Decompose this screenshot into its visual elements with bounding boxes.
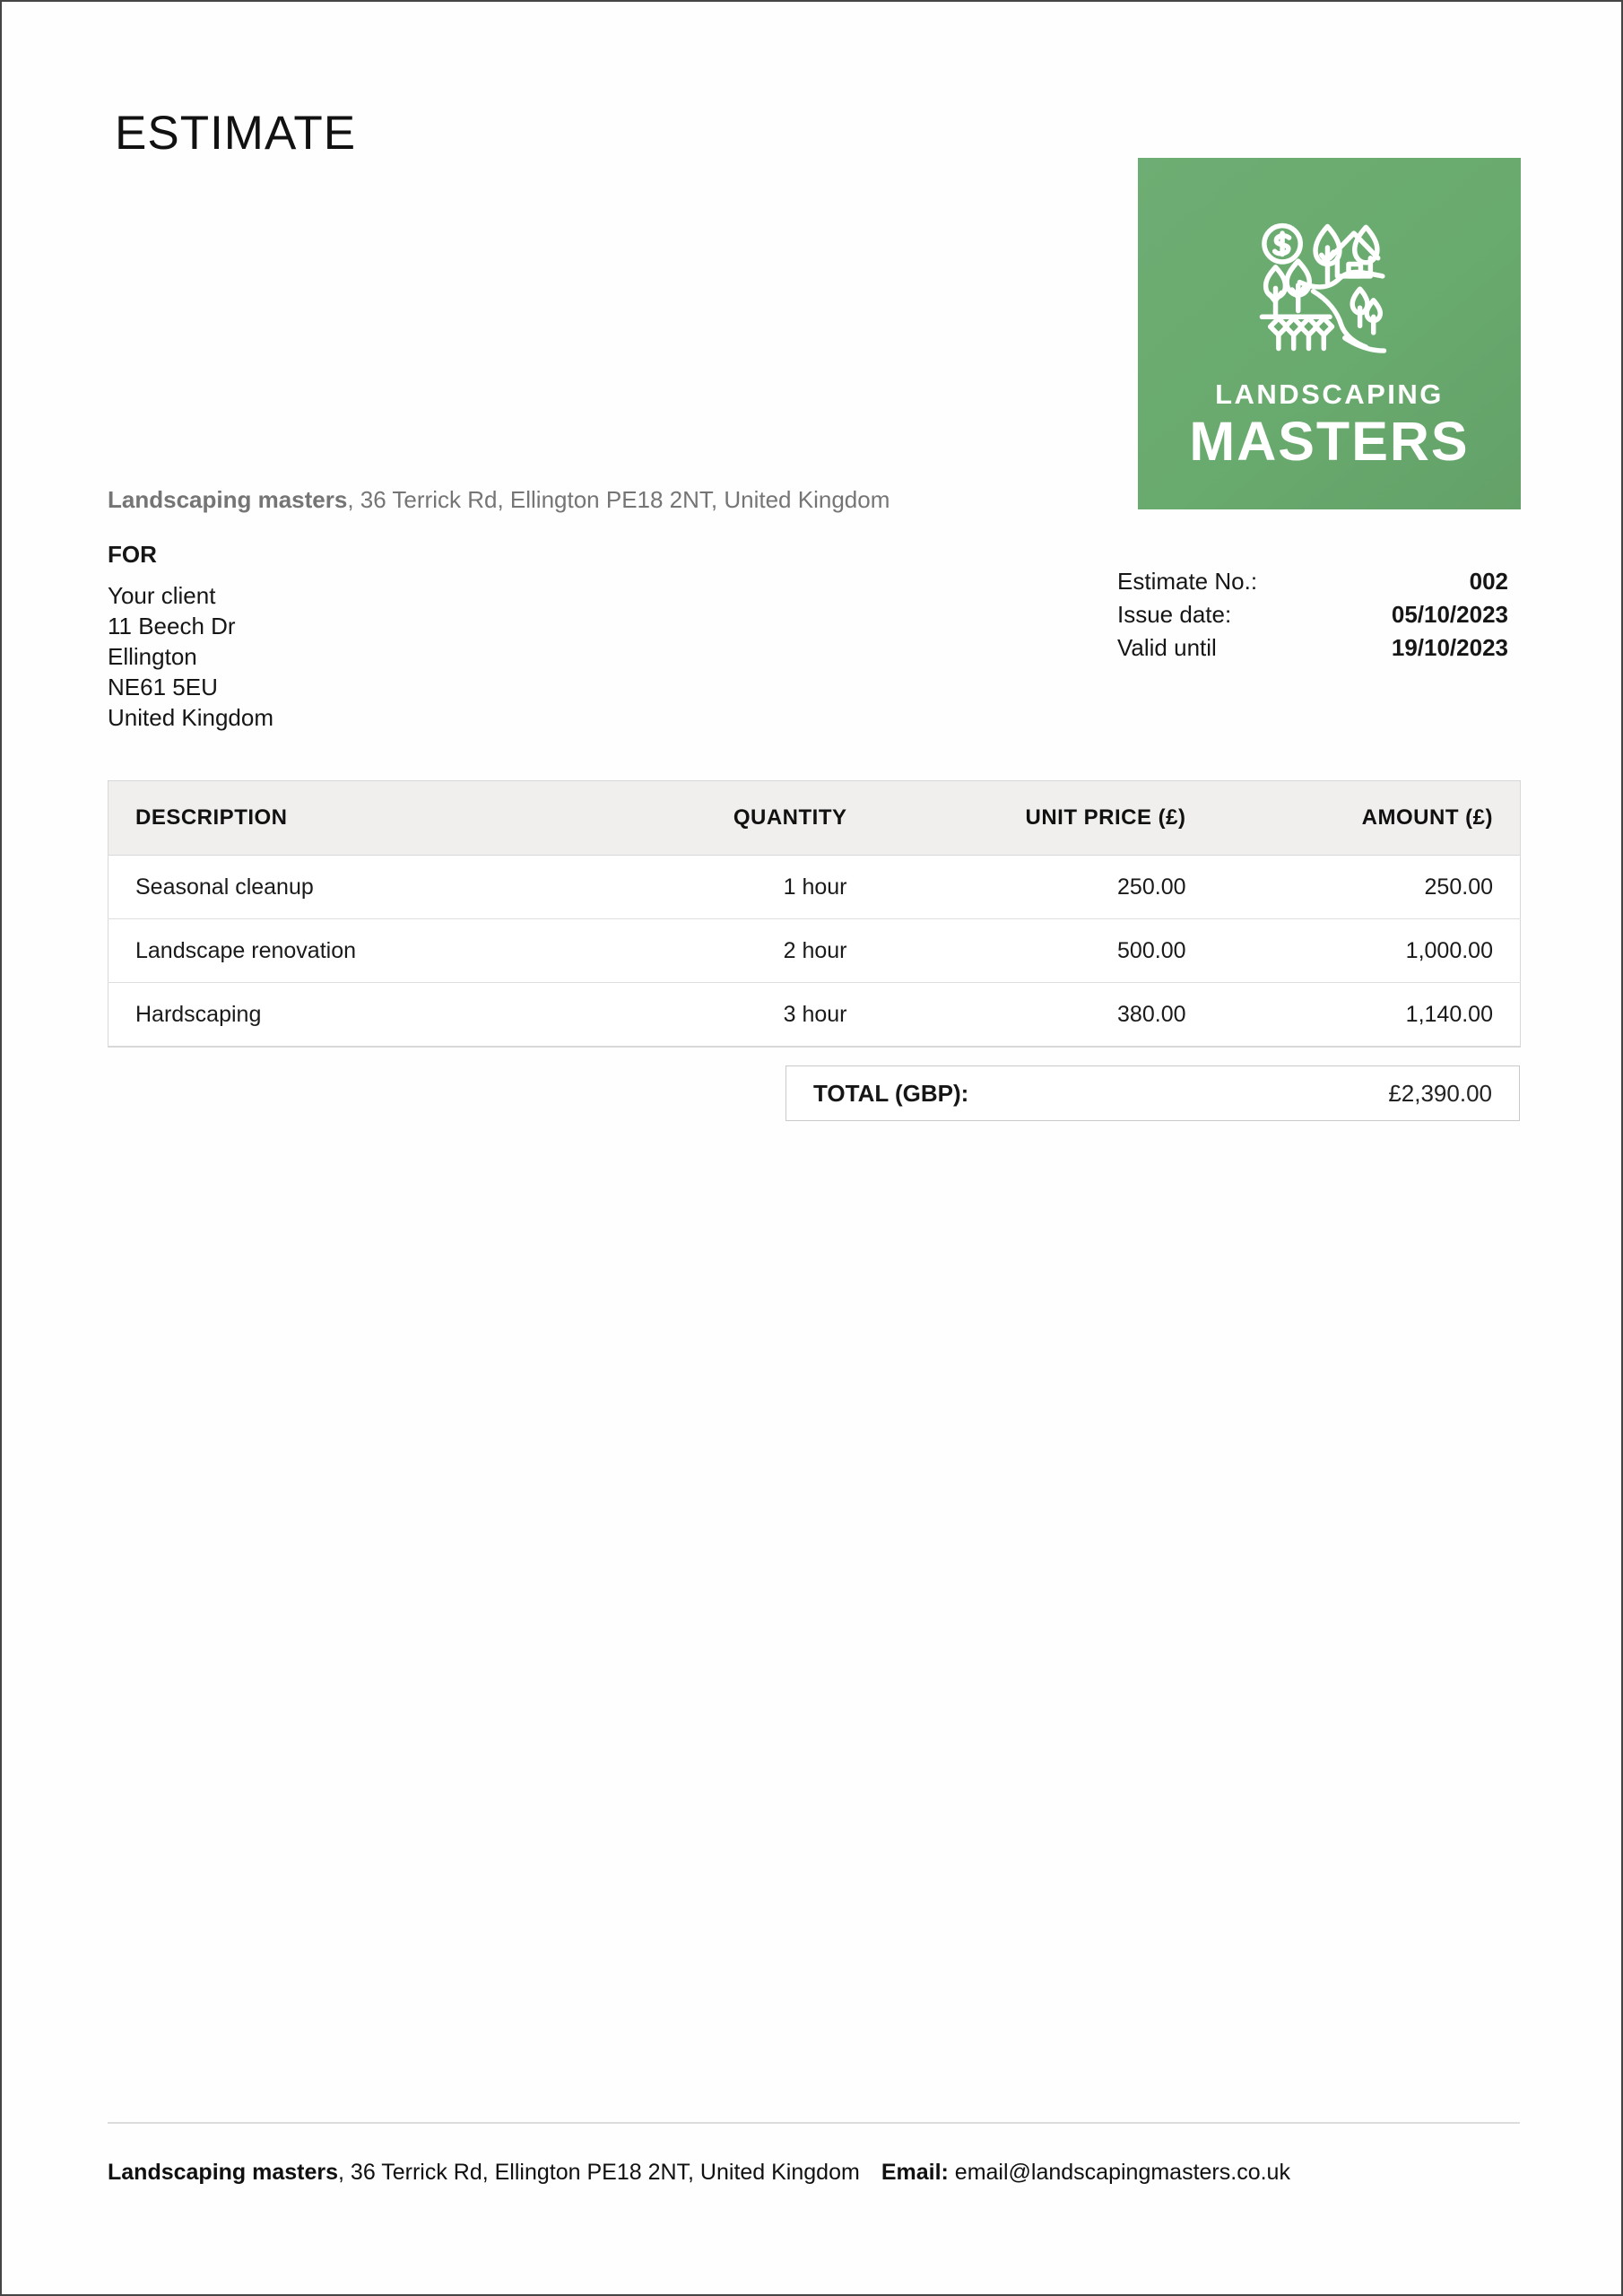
line-items-section	[108, 780, 1520, 1048]
logo-text-masters: MASTERS	[1189, 411, 1470, 472]
issue-date-row	[1117, 598, 1508, 631]
table-row	[108, 919, 1521, 983]
valid-until-value: 19/10/2023	[1391, 634, 1508, 661]
item-amount: 1,140.00	[1213, 983, 1521, 1048]
valid-until-row	[1117, 631, 1508, 665]
coin-trees-house-fence-icon	[1254, 206, 1405, 364]
item-unit-price: 380.00	[874, 983, 1213, 1048]
header-amount: AMOUNT (£)	[1213, 781, 1521, 856]
item-amount: 250.00	[1213, 856, 1521, 919]
company-address: , 36 Terrick Rd, Ellington PE18 2NT, United Kingdom	[347, 486, 890, 513]
client-city: Ellington	[108, 643, 197, 670]
estimate-number-value: 002	[1469, 568, 1508, 595]
estimate-meta	[1117, 565, 1508, 665]
estimate-number-row	[1117, 565, 1508, 598]
header-unit-price: UNIT PRICE (£)	[874, 781, 1213, 856]
line-items-table	[108, 780, 1521, 1048]
footer-email-label: Email:	[881, 2160, 949, 2185]
footer-company-name: Landscaping masters	[108, 2160, 339, 2185]
company-name: Landscaping masters	[108, 486, 348, 513]
client-block	[108, 541, 273, 733]
total-label: TOTAL (GBP):	[813, 1079, 969, 1107]
item-quantity: 3 hour	[638, 983, 874, 1048]
item-amount: 1,000.00	[1213, 919, 1521, 983]
item-unit-price: 500.00	[874, 919, 1213, 983]
table-row	[108, 856, 1521, 919]
header-quantity: QUANTITY	[638, 781, 874, 856]
issue-date-value: 05/10/2023	[1391, 601, 1508, 628]
issue-date-label: Issue date:	[1117, 601, 1232, 628]
footer-divider	[108, 2122, 1520, 2124]
item-quantity: 1 hour	[638, 856, 874, 919]
client-postcode: NE61 5EU	[108, 674, 218, 700]
total-value: £2,390.00	[1388, 1079, 1492, 1107]
footer-email-value: email@landscapingmasters.co.uk	[948, 2160, 1290, 2185]
for-label: FOR	[108, 541, 157, 568]
footer-contact-line	[108, 2160, 1290, 2186]
page-title: ESTIMATE	[115, 107, 357, 160]
company-logo	[1138, 158, 1521, 509]
item-description: Seasonal cleanup	[108, 856, 638, 919]
table-row	[108, 983, 1521, 1048]
table-header-row	[108, 781, 1521, 856]
client-street: 11 Beech Dr	[108, 613, 236, 639]
client-name: Your client	[108, 582, 216, 609]
header-description: DESCRIPTION	[108, 781, 638, 856]
total-box	[785, 1065, 1520, 1121]
logo-text-landscaping: LANDSCAPING	[1215, 378, 1444, 410]
valid-until-label: Valid until	[1117, 634, 1217, 661]
item-description: Landscape renovation	[108, 919, 638, 983]
client-country: United Kingdom	[108, 704, 273, 731]
item-quantity: 2 hour	[638, 919, 874, 983]
item-unit-price: 250.00	[874, 856, 1213, 919]
item-description: Hardscaping	[108, 983, 638, 1048]
estimate-number-label: Estimate No.:	[1117, 568, 1258, 595]
footer-company-address: , 36 Terrick Rd, Ellington PE18 2NT, United Kingdom	[338, 2160, 860, 2185]
company-address-line	[108, 486, 890, 514]
